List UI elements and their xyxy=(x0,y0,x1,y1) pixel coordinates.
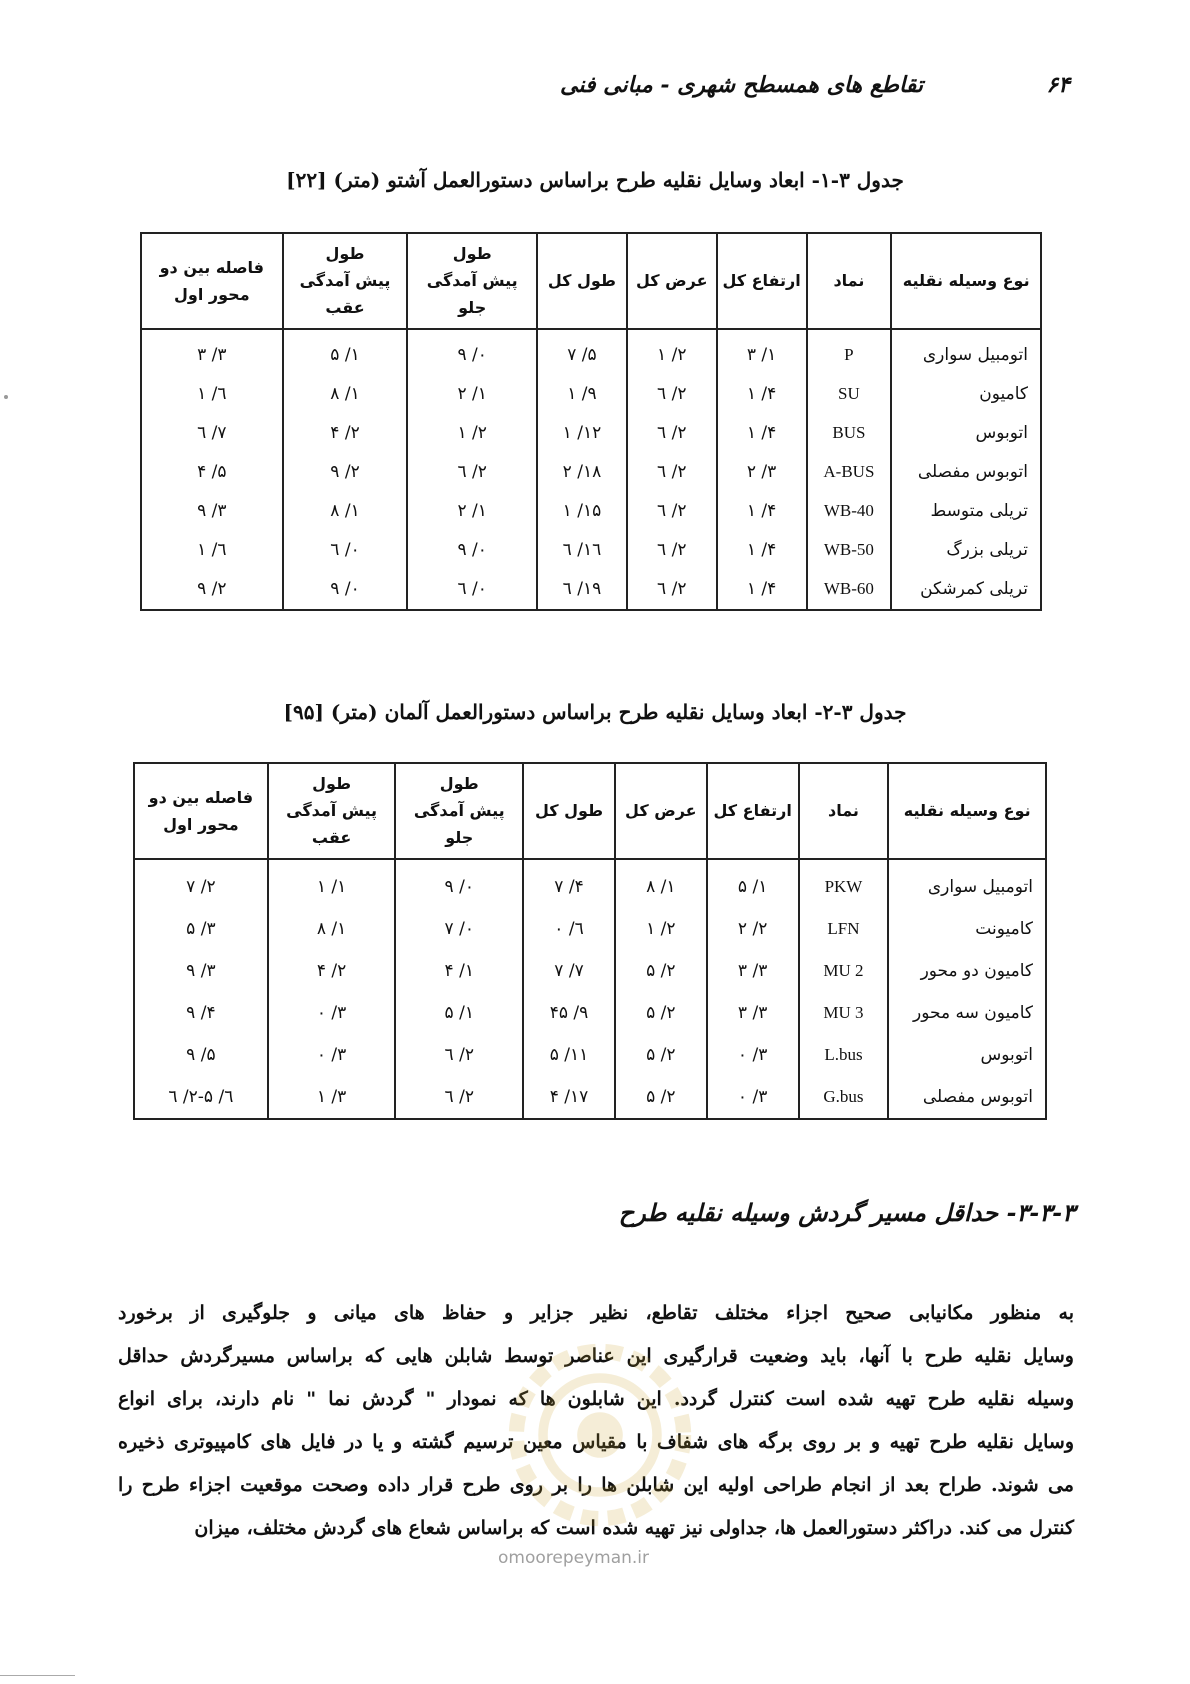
body-paragraph xyxy=(118,1292,1074,1550)
table1-header-row xyxy=(141,233,1041,329)
cell-axle: ۵/ ۹ xyxy=(134,1034,268,1076)
cell-width: ۲/ ٦ xyxy=(627,414,717,453)
cell-front: ۱/ ۲ xyxy=(407,375,537,414)
cell-rear: ۲/ ۴ xyxy=(268,950,396,992)
header-height: ارتفاع کل xyxy=(707,763,799,859)
header-height: ارتفاع کل xyxy=(717,233,807,329)
cell-rear: ۱/ ۵ xyxy=(283,329,408,375)
cell-height: ۳/ ۳ xyxy=(707,992,799,1034)
cell-height: ۲/ ۲ xyxy=(707,908,799,950)
header-front-overhang xyxy=(407,233,537,329)
table1-vehicle-dimensions-aashto xyxy=(140,232,1042,611)
header-symbol: نماد xyxy=(807,233,892,329)
cell-name: اتوبوس xyxy=(888,1034,1046,1076)
paragraph-line: می شوند. طراح بعد از انجام طراحی اولیه این شابلن ها را بر روی طرح قرار داده وصحت موقعیت اجزاء طرح را xyxy=(118,1474,1074,1496)
cell-height: ۳/ ۰ xyxy=(707,1076,799,1119)
table2-header-row xyxy=(134,763,1046,859)
table2-caption: جدول ۳-۲- ابعاد وسایل نقلیه طرح براساس دستورالعمل آلمان (متر) [۹۵] xyxy=(283,700,907,724)
cell-front: ۱/ ۵ xyxy=(395,992,523,1034)
cell-width: ۲/ ۱ xyxy=(615,908,707,950)
cell-height: ۴/ ۱ xyxy=(717,375,807,414)
cell-front: ۰/ ۹ xyxy=(407,329,537,375)
cell-name: اتوبوس مفصلی xyxy=(891,453,1041,492)
header-axle-distance-line2: محور اول xyxy=(174,284,250,304)
section-heading: ۳-۳-۳- حداقل مسیر گردش وسیله نقلیه طرح xyxy=(618,1198,1075,1227)
table-row xyxy=(134,908,1046,950)
cell-height: ۳/ ۰ xyxy=(707,1034,799,1076)
table-row xyxy=(141,375,1041,414)
cell-rear: ۱/ ۸ xyxy=(268,908,396,950)
table-row xyxy=(134,1076,1046,1119)
header-length: طول کل xyxy=(537,233,627,329)
cell-symbol: LFN xyxy=(799,908,889,950)
paragraph-line: وسیله نقلیه طرح تهیه شده است کنترل گردد. این شابلون ها که نمودار " گردش نما " نام دارند، برای انواع xyxy=(118,1388,1074,1410)
cell-rear: ۳/ ۰ xyxy=(268,1034,396,1076)
cell-height: ۱/ ۵ xyxy=(707,859,799,908)
cell-length: ۱۸/ ۲ xyxy=(537,453,627,492)
cell-height: ۴/ ۱ xyxy=(717,570,807,610)
cell-length: ٦/ ۰ xyxy=(523,908,615,950)
header-rear-overhang-line2: پیش آمدگی عقب xyxy=(299,271,391,318)
cell-name: اتومبیل سواری xyxy=(888,859,1046,908)
table2-vehicle-dimensions-germany xyxy=(133,762,1047,1120)
cell-rear: ۱/ ۱ xyxy=(268,859,396,908)
table-row xyxy=(141,531,1041,570)
running-head xyxy=(560,72,1070,98)
cell-axle: ۲/ ۹ xyxy=(141,570,283,610)
cell-name: تریلی کمرشکن xyxy=(891,570,1041,610)
cell-rear: ۳/ ۰ xyxy=(268,992,396,1034)
cell-width: ۲/ ۵ xyxy=(615,992,707,1034)
cell-front: ۰/ ٦ xyxy=(407,570,537,610)
cell-name: تریلی متوسط xyxy=(891,492,1041,531)
cell-width: ۲/ ۵ xyxy=(615,1034,707,1076)
cell-axle: ٦/ ۱ xyxy=(141,375,283,414)
header-vehicle-type: نوع وسیله نقلیه xyxy=(888,763,1046,859)
cell-length: ۱۹/ ٦ xyxy=(537,570,627,610)
cell-width: ۲/ ٦ xyxy=(627,570,717,610)
cell-rear: ۱/ ۸ xyxy=(283,492,408,531)
cell-height: ۱/ ۳ xyxy=(717,329,807,375)
table-row xyxy=(134,992,1046,1034)
header-axle-distance-line2: محور اول xyxy=(163,814,239,834)
cell-width: ۱/ ۸ xyxy=(615,859,707,908)
table2-body xyxy=(134,859,1046,1119)
header-symbol: نماد xyxy=(799,763,889,859)
cell-symbol: P xyxy=(807,329,892,375)
cell-front: ۰/ ۷ xyxy=(395,908,523,950)
cell-width: ۲/ ٦ xyxy=(627,375,717,414)
table1-body xyxy=(141,329,1041,610)
header-length: طول کل xyxy=(523,763,615,859)
cell-symbol: BUS xyxy=(807,414,892,453)
header-vehicle-type: نوع وسیله نقلیه xyxy=(891,233,1041,329)
cell-symbol: L.bus xyxy=(799,1034,889,1076)
cell-front: ۰/ ۹ xyxy=(395,859,523,908)
cell-symbol: WB-40 xyxy=(807,492,892,531)
cell-name: کامیونت xyxy=(888,908,1046,950)
header-rear-overhang xyxy=(283,233,408,329)
paragraph-line: وسایل نقلیه طرح با آنها، باید وضعیت قرارگیری این عناصر توسط شابلن هایی که براساس مسیرگردش حداقل xyxy=(118,1345,1074,1367)
cell-length: ۹/ ۱ xyxy=(537,375,627,414)
table-row xyxy=(141,492,1041,531)
cell-length: ۱٦/ ٦ xyxy=(537,531,627,570)
table-row xyxy=(134,950,1046,992)
header-front-overhang-line2: پیش آمدگی جلو xyxy=(413,801,505,848)
cell-name: اتومبیل سواری xyxy=(891,329,1041,375)
cell-name: کامیون xyxy=(891,375,1041,414)
cell-symbol: WB-50 xyxy=(807,531,892,570)
header-rear-overhang-line2: پیش آمدگی عقب xyxy=(286,801,377,848)
cell-axle: ۵/ ۴ xyxy=(141,453,283,492)
cell-front: ۲/ ٦ xyxy=(395,1034,523,1076)
cell-axle: ۳/ ۳ xyxy=(141,329,283,375)
cell-front: ۲/ ٦ xyxy=(395,1076,523,1119)
cell-height: ۴/ ۱ xyxy=(717,531,807,570)
cell-axle: ٦/ ۱ xyxy=(141,531,283,570)
header-rear-overhang-line1: طول xyxy=(325,244,365,263)
header-axle-distance xyxy=(134,763,268,859)
cell-width: ۲/ ۱ xyxy=(627,329,717,375)
cell-name: کامیون سه محور xyxy=(888,992,1046,1034)
cell-name: اتوبوس مفصلی xyxy=(888,1076,1046,1119)
paragraph-line: به منظور مکانیابی صحیح اجزاء مختلف تقاطع، نظیر جزایر و حفاظ های میانی و جلوگیری از برخورد xyxy=(118,1302,1074,1324)
cell-rear: ۱/ ۸ xyxy=(283,375,408,414)
margin-dot xyxy=(4,395,8,399)
cell-length: ۱۲/ ۱ xyxy=(537,414,627,453)
table-row xyxy=(134,859,1046,908)
table-row xyxy=(141,453,1041,492)
cell-width: ۲/ ٦ xyxy=(627,531,717,570)
cell-front: ۲/ ٦ xyxy=(407,453,537,492)
cell-width: ۲/ ۵ xyxy=(615,1076,707,1119)
cell-symbol: PKW xyxy=(799,859,889,908)
header-front-overhang xyxy=(395,763,523,859)
cell-axle: ۲/ ۷ xyxy=(134,859,268,908)
cell-front: ۲/ ۱ xyxy=(407,414,537,453)
bottom-rule xyxy=(0,1675,75,1676)
header-width: عرض کل xyxy=(615,763,707,859)
cell-name: کامیون دو محور xyxy=(888,950,1046,992)
cell-length: ۵/ ۷ xyxy=(537,329,627,375)
cell-length: ۷/ ۷ xyxy=(523,950,615,992)
cell-width: ۲/ ۵ xyxy=(615,950,707,992)
cell-width: ۲/ ٦ xyxy=(627,492,717,531)
paragraph-line: کنترل می کند. دراکثر دستورالعمل ها، جداولی نیز تهیه شده است که براساس شعاع های گردش مختلف، میزان xyxy=(194,1517,1074,1539)
cell-axle: ٦/ ۲-۵/ ٦ xyxy=(134,1076,268,1119)
cell-height: ۴/ ۱ xyxy=(717,492,807,531)
header-axle-distance-line1: فاصله بین دو xyxy=(148,787,254,807)
cell-height: ۳/ ۳ xyxy=(707,950,799,992)
paragraph-line: وسایل نقلیه طرح تهیه و بر روی برگه های شفاف با مقیاس معین ترسیم گشته و یا در فایل های کامپیوتری ذخیره xyxy=(118,1431,1074,1453)
cell-axle: ۳/ ۵ xyxy=(134,908,268,950)
cell-axle: ۳/ ۹ xyxy=(134,950,268,992)
cell-rear: ۲/ ۹ xyxy=(283,453,408,492)
running-title: تقاطع های همسطح شهری - مبانی فنی xyxy=(560,72,923,98)
header-front-overhang-line2: پیش آمدگی جلو xyxy=(426,271,518,318)
table1-caption: جدول ۳-۱- ابعاد وسایل نقلیه طرح براساس دستورالعمل آشتو (متر) [۲۲] xyxy=(286,168,904,192)
header-rear-overhang xyxy=(268,763,396,859)
page-number: ۶۴ xyxy=(1046,72,1070,98)
table-row xyxy=(141,570,1041,610)
cell-length: ۴/ ۷ xyxy=(523,859,615,908)
cell-symbol: 3 MU xyxy=(799,992,889,1034)
cell-length: ۱۱/ ۵ xyxy=(523,1034,615,1076)
table-row xyxy=(141,414,1041,453)
header-axle-distance-line1: فاصله بین دو xyxy=(159,257,265,277)
header-front-overhang-line1: طول xyxy=(439,774,479,793)
cell-height: ۴/ ۱ xyxy=(717,414,807,453)
watermark-url: omoorepeyman.ir xyxy=(498,1548,650,1568)
cell-front: ۰/ ۹ xyxy=(407,531,537,570)
header-axle-distance xyxy=(141,233,283,329)
cell-name: تریلی بزرگ xyxy=(891,531,1041,570)
header-front-overhang-line1: طول xyxy=(452,244,492,263)
cell-symbol: 2 MU xyxy=(799,950,889,992)
cell-axle: ۴/ ۹ xyxy=(134,992,268,1034)
cell-rear: ۰/ ۹ xyxy=(283,570,408,610)
cell-width: ۲/ ٦ xyxy=(627,453,717,492)
header-rear-overhang-line1: طول xyxy=(312,774,352,793)
cell-rear: ۰/ ٦ xyxy=(283,531,408,570)
cell-front: ۱/ ۴ xyxy=(395,950,523,992)
table-row xyxy=(141,329,1041,375)
cell-axle: ۷/ ٦ xyxy=(141,414,283,453)
cell-symbol: A-BUS xyxy=(807,453,892,492)
cell-height: ۳/ ۲ xyxy=(717,453,807,492)
cell-front: ۱/ ۲ xyxy=(407,492,537,531)
cell-length: ۹/ ۴۵ xyxy=(523,992,615,1034)
cell-name: اتوبوس xyxy=(891,414,1041,453)
cell-symbol: G.bus xyxy=(799,1076,889,1119)
header-width: عرض کل xyxy=(627,233,717,329)
cell-symbol: SU xyxy=(807,375,892,414)
cell-rear: ۳/ ۱ xyxy=(268,1076,396,1119)
cell-length: ۱۵/ ۱ xyxy=(537,492,627,531)
cell-symbol: WB-60 xyxy=(807,570,892,610)
table-row xyxy=(134,1034,1046,1076)
cell-length: ۱۷/ ۴ xyxy=(523,1076,615,1119)
cell-rear: ۲/ ۴ xyxy=(283,414,408,453)
cell-axle: ۳/ ۹ xyxy=(141,492,283,531)
